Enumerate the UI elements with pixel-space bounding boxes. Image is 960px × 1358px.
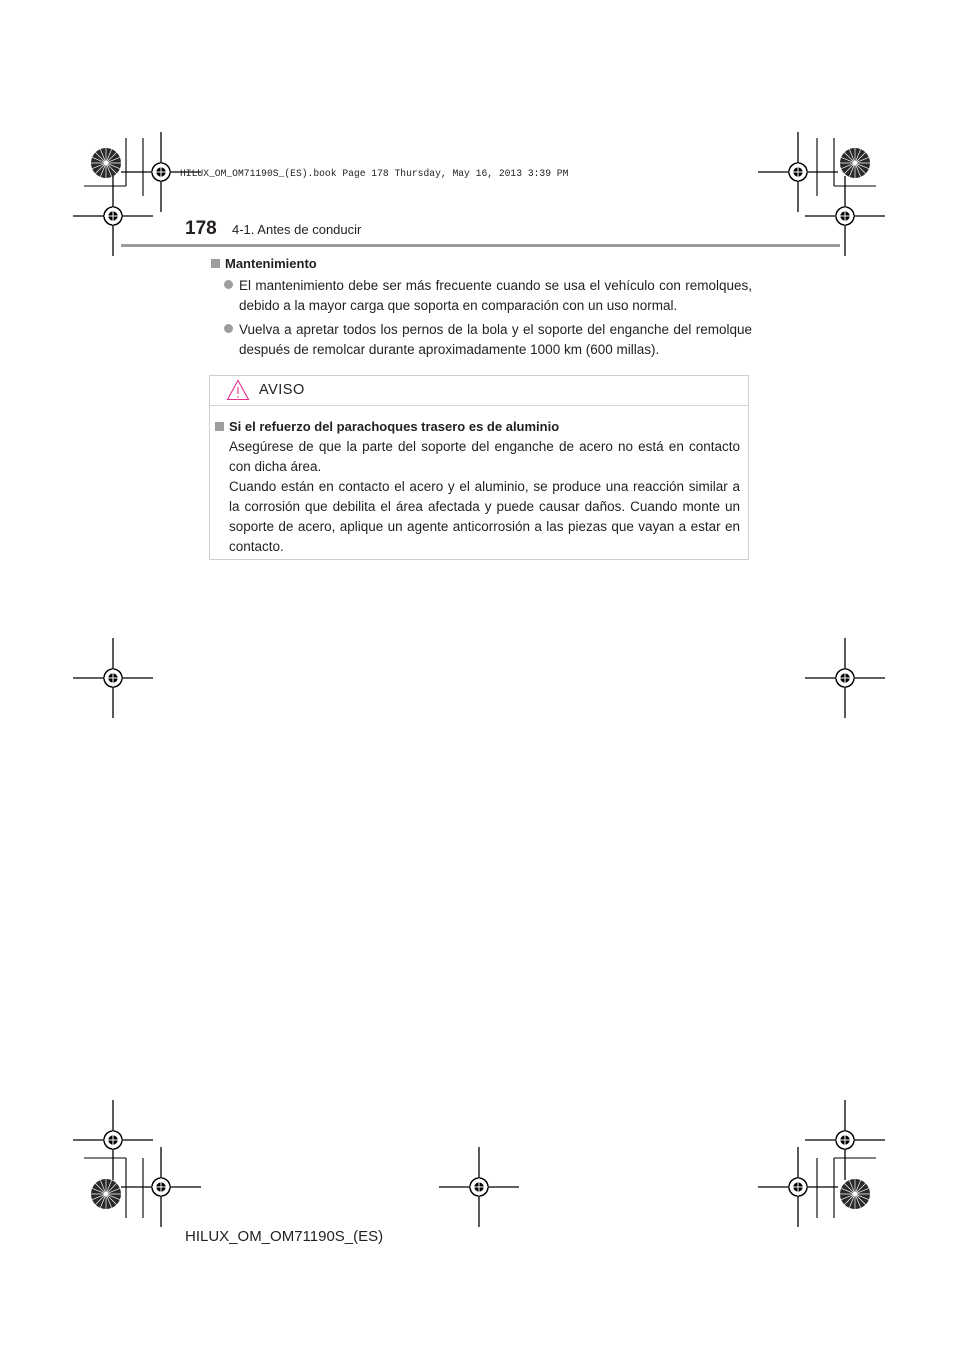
warning-box <box>209 375 749 560</box>
maintenance-heading-text: Mantenimiento <box>225 256 317 271</box>
list-item-text: Vuelva a apretar todos los pernos de la bola y el soporte del enganche del remolque después de remolcar durante aproximadamente 1000 km (600 millas). <box>239 322 752 357</box>
list-item-text: El mantenimiento debe ser más frecuente cuando se usa el vehículo con remolques, debido a la mayor carga que soporta en comparación con un uso normal. <box>239 278 752 313</box>
page-number: 178 <box>185 218 217 239</box>
maintenance-heading <box>211 256 317 271</box>
square-bullet-icon <box>215 422 224 431</box>
list-item <box>224 276 752 316</box>
maintenance-list <box>224 276 752 364</box>
circle-bullet-icon <box>224 324 233 333</box>
warning-header <box>210 376 748 406</box>
warning-body <box>229 437 740 557</box>
list-item <box>224 320 752 360</box>
warning-title: AVISO <box>259 382 305 398</box>
warning-heading-text: Si el refuerzo del parachoques trasero es de aluminio <box>229 419 560 434</box>
section-title: 4-1. Antes de conducir <box>232 222 362 237</box>
header-rule <box>121 244 840 247</box>
circle-bullet-icon <box>224 280 233 289</box>
warning-heading <box>215 419 559 434</box>
document-code: HILUX_OM_OM71190S_(ES) <box>185 1228 384 1245</box>
warning-paragraph: Asegúrese de que la parte del soporte del enganche de acero no está en contacto con dicha área. <box>229 439 740 474</box>
book-file-info: HILUX_OM_OM71190S_(ES).book Page 178 Thursday, May 16, 2013 3:39 PM <box>180 168 569 180</box>
warning-paragraph: Cuando están en contacto el acero y el aluminio, se produce una reacción similar a la corrosión que debilita el área afectada y puede causar daños. Cuando monte un soporte de acero, aplique un agente anticorrosión a las piezas que vayan a estar en contacto. <box>229 479 740 554</box>
warning-triangle-icon <box>226 379 250 401</box>
square-bullet-icon <box>211 259 220 268</box>
